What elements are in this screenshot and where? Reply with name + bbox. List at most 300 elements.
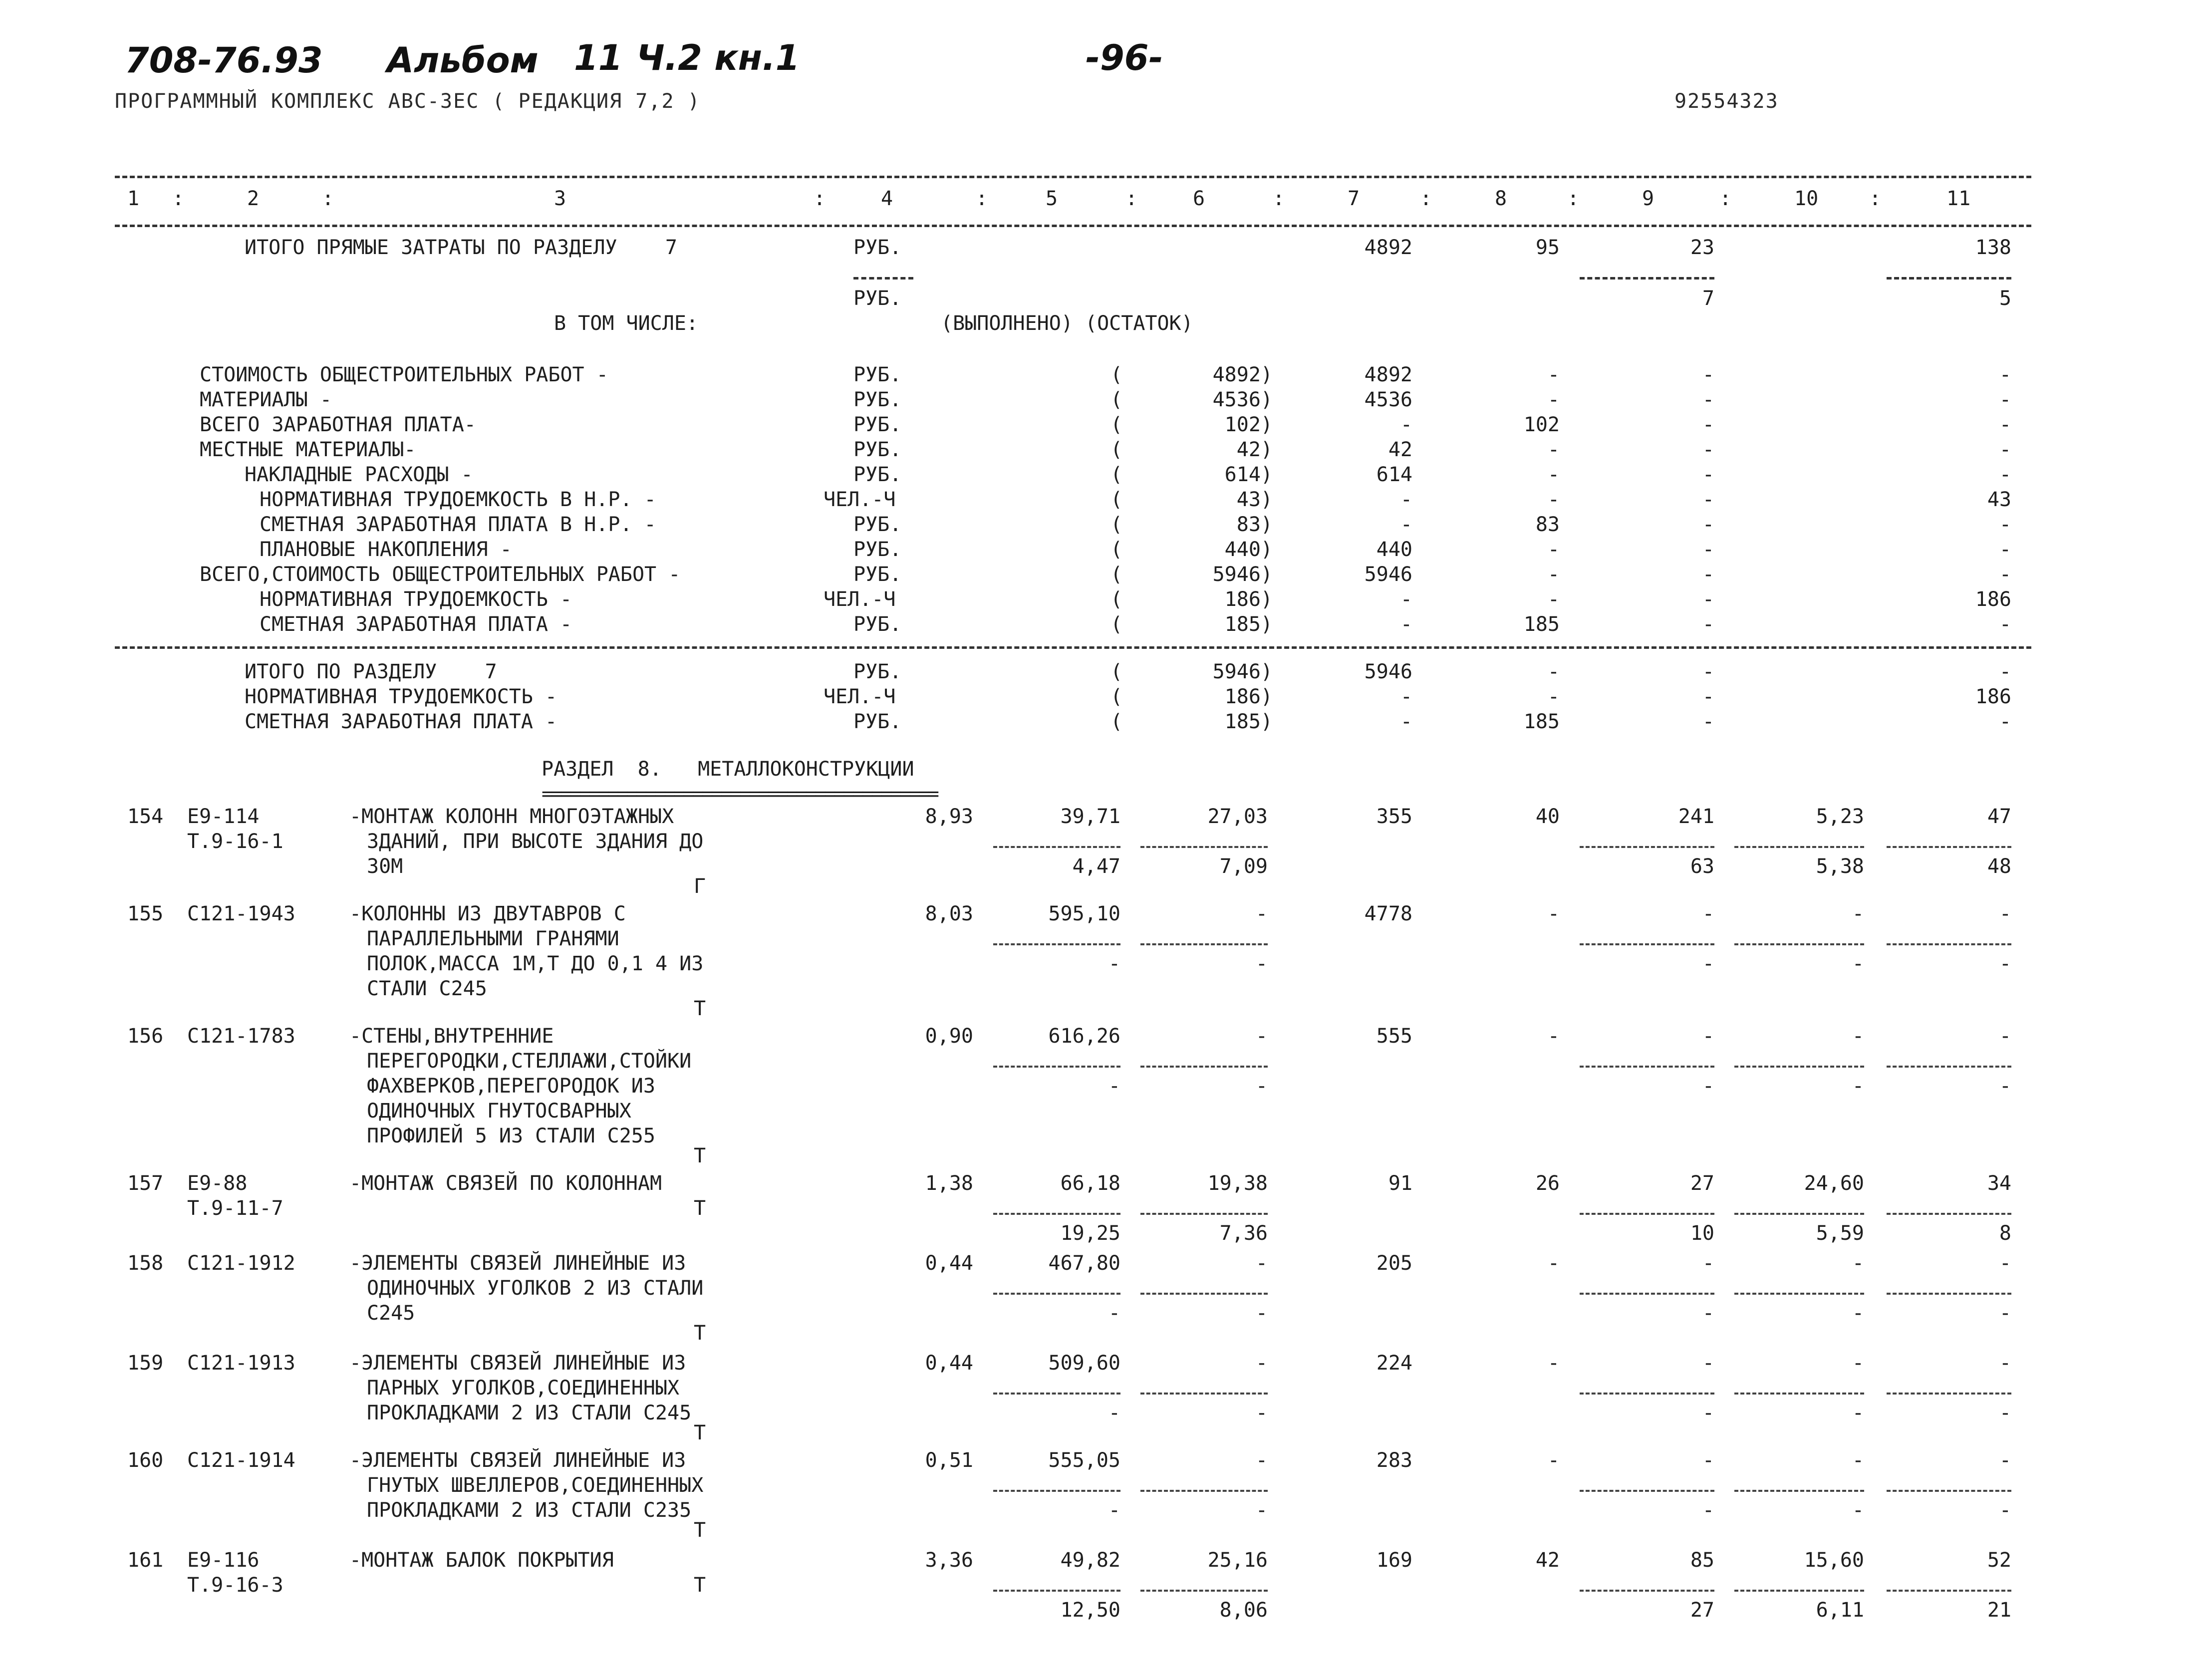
cell-divider [1887, 1590, 2011, 1592]
cell-c5: 19,25 [1060, 1222, 1120, 1245]
cell-c11: 186 [1975, 588, 2011, 611]
cell-c11: - [1999, 1499, 2011, 1522]
cell-c10: - [1852, 1075, 1864, 1098]
summary-rule [115, 646, 2031, 649]
cell-rest: 5946) [1212, 563, 1273, 586]
handwritten-album-number: 11 [574, 37, 623, 78]
item-description-line: -МОНТАЖ КОЛОНН МНОГОЭТАЖНЫХ [349, 805, 674, 828]
cell-c7: 91 [1388, 1172, 1412, 1195]
item-unit-mark: Т [694, 1322, 706, 1345]
cell-c11: - [1999, 952, 2011, 975]
item-description-line: ГНУТЫХ ШВЕЛЛЕРОВ,СОЕДИНЕННЫХ [367, 1474, 704, 1497]
column-separator: : [976, 187, 988, 210]
item-description-line: -ЭЛЕМЕНТЫ СВЯЗЕЙ ЛИНЕЙНЫЕ ИЗ [349, 1252, 686, 1275]
cell-c10: 5,59 [1816, 1222, 1864, 1245]
cell-c8: 83 [1535, 513, 1560, 536]
cell-c6: 27,03 [1207, 805, 1268, 828]
cell-c7: 355 [1376, 805, 1412, 828]
item-code: С121-1914 [187, 1449, 295, 1472]
paren: ( [1110, 413, 1123, 436]
cell-c11: - [1999, 413, 2011, 436]
cell-c7: - [1400, 588, 1412, 611]
cell-c9: - [1702, 563, 1714, 586]
cell-c7: 440 [1376, 538, 1412, 561]
summary-row-label: ВСЕГО ЗАРАБОТНАЯ ПЛАТА- [200, 413, 476, 436]
cell-c9: - [1702, 1449, 1714, 1472]
summary-row-label: ВСЕГО,СТОИМОСТЬ ОБЩЕСТРОИТЕЛЬНЫХ РАБОТ - [200, 563, 681, 586]
header-bottom-rule [115, 225, 2031, 227]
unit: ЧЕЛ.-Ч [824, 685, 896, 708]
cell-divider [1734, 1490, 1864, 1492]
cell-c10: 5,23 [1816, 805, 1864, 828]
cell-c6: 7,36 [1219, 1222, 1268, 1245]
cell-c6: - [1255, 1499, 1268, 1522]
cell-c5: - [1108, 1401, 1120, 1424]
item-description-line: ЗДАНИЙ, ПРИ ВЫСОТЕ ЗДАНИЯ ДО [367, 830, 704, 853]
column-number-6: 6 [1193, 187, 1205, 210]
cell-c11: - [1999, 613, 2011, 636]
item-code-secondary: Т.9-16-3 [187, 1574, 283, 1597]
cell-c4: 0,51 [925, 1449, 973, 1472]
cell-c9: 63 [1690, 855, 1714, 878]
cell-c9: 27 [1690, 1599, 1714, 1622]
item-unit-mark: Т [694, 1519, 706, 1542]
cell-c7: 614 [1376, 463, 1412, 486]
cell-c11: - [1999, 902, 2011, 925]
cell-c5: 66,18 [1060, 1172, 1120, 1195]
cell-divider [1140, 1490, 1268, 1492]
summary-row-label: НОРМАТИВНАЯ ТРУДОЕМКОСТЬ В Н.Р. - [260, 488, 656, 511]
cell-divider [1734, 1066, 1864, 1068]
item-code-secondary: Т.9-16-1 [187, 830, 283, 853]
cell-c9: - [1702, 1075, 1714, 1098]
item-description-line: С245 [367, 1302, 415, 1325]
unit: РУБ. [853, 463, 902, 486]
cell-divider [1887, 1490, 2011, 1492]
cell-c10: - [1852, 1499, 1864, 1522]
summary-row-label: НОРМАТИВНАЯ ТРУДОЕМКОСТЬ - [260, 588, 572, 611]
cell-c8: 185 [1523, 710, 1560, 733]
cell-divider [1580, 846, 1714, 848]
cell-c8: - [1547, 1252, 1560, 1275]
cell-c7: 42 [1388, 438, 1412, 461]
cell-c10: - [1852, 1401, 1864, 1424]
cell-c8: 26 [1535, 1172, 1560, 1195]
cell-rest: 186) [1224, 588, 1273, 611]
section-total-label: СМЕТНАЯ ЗАРАБОТНАЯ ПЛАТА - [245, 710, 557, 733]
cell-divider [993, 1213, 1120, 1215]
cell-c5: 555,05 [1048, 1449, 1120, 1472]
section-title: РАЗДЕЛ 8. МЕТАЛЛОКОНСТРУКЦИИ [542, 758, 914, 781]
item-unit-mark: Т [694, 1144, 706, 1167]
cell-c11: - [1999, 1401, 2011, 1424]
handwritten-code: 708-76.93 [125, 40, 323, 81]
cell-c11: - [1999, 1025, 2011, 1048]
item-description-line: ФАХВЕРКОВ,ПЕРЕГОРОДОК ИЗ [367, 1075, 655, 1098]
item-description-line: ОДИНОЧНЫХ УГОЛКОВ 2 ИЗ СТАЛИ [367, 1277, 704, 1300]
cell-c8: - [1547, 488, 1560, 511]
cell-c11: - [1999, 463, 2011, 486]
unit: РУБ. [853, 613, 902, 636]
handwritten-page-number: -96- [1086, 37, 1163, 78]
item-code-secondary: Т.9-11-7 [187, 1197, 283, 1220]
unit: РУБ. [853, 363, 902, 386]
cell-c4: 8,93 [925, 805, 973, 828]
cell-c9: - [1702, 1252, 1714, 1275]
item-code: Е9-88 [187, 1172, 248, 1195]
cell-rest: 185) [1224, 613, 1273, 636]
column-number-11: 11 [1946, 187, 1971, 210]
column-number-1: 1 [127, 187, 140, 210]
cell-c11: 48 [1987, 855, 2011, 878]
total-direct-label: ИТОГО ПРЯМЫЕ ЗАТРАТЫ ПО РАЗДЕЛУ 7 [245, 236, 677, 259]
cell-divider [1887, 1213, 2011, 1215]
cell-c8: - [1547, 563, 1560, 586]
column-separator: : [1719, 187, 1732, 210]
cell-c4: 0,44 [925, 1352, 973, 1375]
unit: РУБ. [853, 538, 902, 561]
program-header: ПРОГРАММНЫЙ КОМПЛЕКС АВС-3ЕС ( РЕДАКЦИЯ 7,2 ) [115, 90, 701, 113]
cell-c11: - [1999, 1449, 2011, 1472]
cell-c11: - [1999, 660, 2011, 683]
cell-c6: - [1255, 1302, 1268, 1325]
cell-c11: 52 [1987, 1549, 2011, 1572]
unit: РУБ. [853, 388, 902, 411]
cell-c5: 39,71 [1060, 805, 1120, 828]
paren: ( [1110, 513, 1123, 536]
unit: РУБ. [853, 563, 902, 586]
cell-c9: - [1702, 463, 1714, 486]
cell-c8: - [1547, 363, 1560, 386]
cell-rest: 614) [1224, 463, 1273, 486]
unit: РУБ. [853, 710, 902, 733]
item-number: 156 [127, 1025, 164, 1048]
cell-c11: - [1999, 388, 2011, 411]
cell-rest: 83) [1236, 513, 1273, 536]
cell-rest: 43) [1236, 488, 1273, 511]
cell-c8: - [1547, 438, 1560, 461]
cell-c11: - [1999, 538, 2011, 561]
header-top-rule [115, 176, 2031, 178]
cell-c9: - [1702, 513, 1714, 536]
column-number-10: 10 [1794, 187, 1819, 210]
cell-rest: 4536) [1212, 388, 1273, 411]
cell-c9: - [1702, 388, 1714, 411]
cell-c11: - [1999, 1252, 2011, 1275]
cell-c10: - [1852, 952, 1864, 975]
cell-c5: 467,80 [1048, 1252, 1120, 1275]
cell-divider [1140, 1590, 1268, 1592]
cell-c8: - [1547, 902, 1560, 925]
cell-c4: 1,38 [925, 1172, 973, 1195]
paren: ( [1110, 563, 1123, 586]
cell-c9: - [1702, 588, 1714, 611]
summary-row-label: СМЕТНАЯ ЗАРАБОТНАЯ ПЛАТА В Н.Р. - [260, 513, 656, 536]
cell-divider [1887, 846, 2011, 848]
cell-rest: 42) [1236, 438, 1273, 461]
cell-c10: - [1852, 1449, 1864, 1472]
cell-c9: 85 [1690, 1549, 1714, 1572]
cell-divider [1887, 943, 2011, 945]
column-separator: : [1420, 187, 1432, 210]
cell-divider [993, 1293, 1120, 1295]
unit: РУБ. [853, 413, 902, 436]
paren: ( [1110, 463, 1123, 486]
column-separator: : [1567, 187, 1580, 210]
paren: ( [1110, 613, 1123, 636]
cell-divider [993, 1393, 1120, 1395]
cell-c9: - [1702, 1352, 1714, 1375]
cell-c9: 241 [1678, 805, 1714, 828]
cell-c11: 43 [1987, 488, 2011, 511]
cell-c11: - [1999, 438, 2011, 461]
item-description-line: -КОЛОННЫ ИЗ ДВУТАВРОВ С [349, 902, 626, 925]
cell-c7: 205 [1376, 1252, 1412, 1275]
cell-c9: 7 [1702, 287, 1714, 310]
cell-c7: 283 [1376, 1449, 1412, 1472]
cell-c7: 4778 [1364, 902, 1412, 925]
cell-c8: - [1547, 1025, 1560, 1048]
column-separator: : [322, 187, 334, 210]
cell-divider [1887, 1393, 2011, 1395]
cell-c6: - [1255, 952, 1268, 975]
cell-c8: 42 [1535, 1549, 1560, 1572]
cell-c7: - [1400, 488, 1412, 511]
cell-c8: - [1547, 1449, 1560, 1472]
unit: РУБ. [853, 513, 902, 536]
unit: РУБ. [853, 438, 902, 461]
cell-c11: 5 [1999, 287, 2011, 310]
item-unit-mark: Т [694, 1574, 706, 1597]
cell-c8: - [1547, 538, 1560, 561]
cell-c11: 21 [1987, 1599, 2011, 1622]
cell-c9: - [1702, 660, 1714, 683]
cell-c11: - [1999, 1302, 2011, 1325]
summary-row-label: ПЛАНОВЫЕ НАКОПЛЕНИЯ - [260, 538, 512, 561]
cell-divider [1734, 1213, 1864, 1215]
item-code: С121-1912 [187, 1252, 295, 1275]
cell-c6: 25,16 [1207, 1549, 1268, 1572]
cell-c11: 47 [1987, 805, 2011, 828]
cell-c6: - [1255, 1401, 1268, 1424]
item-description-line: 30М [367, 855, 403, 878]
item-description-line: СТАЛИ С245 [367, 977, 487, 1000]
paren: ( [1110, 488, 1123, 511]
cell-c8: 40 [1535, 805, 1560, 828]
cell-c9: 23 [1690, 236, 1714, 259]
cell-c11: 186 [1975, 685, 2011, 708]
item-unit-mark: Т [694, 1197, 706, 1220]
item-description-line: -ЭЛЕМЕНТЫ СВЯЗЕЙ ЛИНЕЙНЫЕ ИЗ [349, 1449, 686, 1472]
summary-row-label: МАТЕРИАЛЫ - [200, 388, 332, 411]
cell-divider [1887, 1293, 2011, 1295]
cell-c11: 8 [1999, 1222, 2011, 1245]
cell-c10: - [1852, 1302, 1864, 1325]
cell-divider [1580, 943, 1714, 945]
cell-c9: - [1702, 438, 1714, 461]
cell-c8: - [1547, 463, 1560, 486]
summary-row-label: СТОИМОСТЬ ОБЩЕСТРОИТЕЛЬНЫХ РАБОТ - [200, 363, 608, 386]
item-description-line: ПАРАЛЛЕЛЬНЫМИ ГРАНЯМИ [367, 927, 619, 950]
cell-divider [993, 1066, 1120, 1068]
item-description-line: ПАРНЫХ УГОЛКОВ,СОЕДИНЕННЫХ [367, 1377, 680, 1400]
cell-rest: 186) [1224, 685, 1273, 708]
cell-c5: - [1108, 1302, 1120, 1325]
unit-underline [853, 277, 913, 280]
cell-c6: - [1255, 1352, 1268, 1375]
cell-c4: 3,36 [925, 1549, 973, 1572]
section-underline: ========================================== [542, 783, 937, 805]
item-number: 161 [127, 1549, 164, 1572]
item-description-line: -СТЕНЫ,ВНУТРЕННИЕ [349, 1025, 554, 1048]
cell-c10: - [1852, 1252, 1864, 1275]
cell-c8: - [1547, 588, 1560, 611]
summary-row-label: МЕСТНЫЕ МАТЕРИАЛЫ- [200, 438, 416, 461]
cell-c8: 185 [1523, 613, 1560, 636]
cell-c7: 5946 [1364, 660, 1412, 683]
cell-c7: 5946 [1364, 563, 1412, 586]
cell-c7: 4892 [1364, 236, 1412, 259]
section-total-label: НОРМАТИВНАЯ ТРУДОЕМКОСТЬ - [245, 685, 557, 708]
subtotal-underline [1580, 277, 1714, 280]
item-code: С121-1783 [187, 1025, 295, 1048]
cell-c11: 138 [1975, 236, 2011, 259]
cell-divider [1580, 1393, 1714, 1395]
cell-divider [993, 1590, 1120, 1592]
paren: ( [1110, 363, 1123, 386]
cell-rest: 185) [1224, 710, 1273, 733]
cell-c7: 4536 [1364, 388, 1412, 411]
cell-divider [1580, 1293, 1714, 1295]
cell-divider [1734, 1293, 1864, 1295]
cell-c9: - [1702, 1401, 1714, 1424]
cell-c7: 224 [1376, 1352, 1412, 1375]
cell-c6: - [1255, 1075, 1268, 1098]
column-separator: : [172, 187, 185, 210]
paren: ( [1110, 588, 1123, 611]
summary-row-label: НАКЛАДНЫЕ РАСХОДЫ - [245, 463, 473, 486]
summary-row-label: СМЕТНАЯ ЗАРАБОТНАЯ ПЛАТА - [260, 613, 572, 636]
item-code: С121-1943 [187, 902, 295, 925]
paren: ( [1110, 685, 1123, 708]
column-number-9: 9 [1642, 187, 1655, 210]
cell-rest: 4892) [1212, 363, 1273, 386]
cell-divider [1140, 1293, 1268, 1295]
done-rest-label: (ВЫПОЛНЕНО) (ОСТАТОК) [941, 312, 1193, 335]
cell-rest: 440) [1224, 538, 1273, 561]
item-number: 154 [127, 805, 164, 828]
item-number: 158 [127, 1252, 164, 1275]
cell-c6: - [1255, 1449, 1268, 1472]
cell-c11: - [1999, 363, 2011, 386]
cell-c11: 34 [1987, 1172, 2011, 1195]
cell-divider [1580, 1066, 1714, 1068]
unit: РУБ. [853, 660, 902, 683]
cell-c9: - [1702, 685, 1714, 708]
cell-c5: 509,60 [1048, 1352, 1120, 1375]
cell-c6: 7,09 [1219, 855, 1268, 878]
paren: ( [1110, 538, 1123, 561]
cell-c7: - [1400, 613, 1412, 636]
cell-divider [1140, 846, 1268, 848]
item-description-line: ПОЛОК,МАССА 1М,Т ДО 0,1 4 ИЗ [367, 952, 704, 975]
paren: ( [1110, 710, 1123, 733]
item-number: 160 [127, 1449, 164, 1472]
cell-rest: 5946) [1212, 660, 1273, 683]
cell-divider [1140, 1213, 1268, 1215]
cell-c11: - [1999, 513, 2011, 536]
cell-c9: - [1702, 710, 1714, 733]
paren: ( [1110, 438, 1123, 461]
cell-c4: 0,44 [925, 1252, 973, 1275]
cell-c6: - [1255, 1252, 1268, 1275]
item-description-line: ПРОФИЛЕЙ 5 ИЗ СТАЛИ С255 [367, 1124, 655, 1147]
cell-c10: - [1852, 1352, 1864, 1375]
including-label: В ТОМ ЧИСЛЕ: [554, 312, 698, 335]
cell-c9: - [1702, 952, 1714, 975]
cell-c9: - [1702, 488, 1714, 511]
cell-c9: - [1702, 902, 1714, 925]
column-number-5: 5 [1046, 187, 1058, 210]
cell-divider [1580, 1490, 1714, 1492]
cell-divider [1140, 1066, 1268, 1068]
cell-divider [1140, 1393, 1268, 1395]
cell-c8: - [1547, 685, 1560, 708]
cell-c8: - [1547, 1352, 1560, 1375]
cell-c5: 4,47 [1072, 855, 1120, 878]
cell-c6: - [1255, 1025, 1268, 1048]
cell-c6: - [1255, 902, 1268, 925]
cell-c7: - [1400, 685, 1412, 708]
column-number-8: 8 [1495, 187, 1507, 210]
cell-c10: - [1852, 1025, 1864, 1048]
cell-c10: 6,11 [1816, 1599, 1864, 1622]
cell-divider [1734, 1393, 1864, 1395]
column-number-7: 7 [1348, 187, 1360, 210]
column-number-4: 4 [881, 187, 893, 210]
cell-c9: 27 [1690, 1172, 1714, 1195]
cell-c11: - [1999, 1075, 2011, 1098]
column-separator: : [814, 187, 826, 210]
cell-divider [993, 846, 1120, 848]
unit: РУБ. [853, 287, 902, 310]
cell-divider [1140, 943, 1268, 945]
unit: ЧЕЛ.-Ч [824, 488, 896, 511]
handwritten-album: Альбом [387, 40, 539, 81]
item-unit-mark: Т [694, 1421, 706, 1444]
cell-c5: - [1108, 1075, 1120, 1098]
cell-divider [1734, 943, 1864, 945]
cell-c4: 0,90 [925, 1025, 973, 1048]
subtotal-underline [1887, 277, 2011, 280]
cell-c5: 49,82 [1060, 1549, 1120, 1572]
cell-c9: - [1702, 538, 1714, 561]
cell-divider [1734, 846, 1864, 848]
cell-c8: 102 [1523, 413, 1560, 436]
item-description-line: ПРОКЛАДКАМИ 2 ИЗ СТАЛИ С245 [367, 1401, 692, 1424]
cell-c10: - [1852, 902, 1864, 925]
item-code: С121-1913 [187, 1352, 295, 1375]
cell-divider [993, 943, 1120, 945]
column-separator: : [1125, 187, 1138, 210]
cell-c10: 24,60 [1804, 1172, 1864, 1195]
cell-c4: 8,03 [925, 902, 973, 925]
cell-c9: 10 [1690, 1222, 1714, 1245]
cell-c9: - [1702, 1302, 1714, 1325]
cell-rest: 102) [1224, 413, 1273, 436]
cell-divider [993, 1490, 1120, 1492]
item-description-line: ПЕРЕГОРОДКИ,СТЕЛЛАЖИ,СТОЙКИ [367, 1050, 692, 1073]
